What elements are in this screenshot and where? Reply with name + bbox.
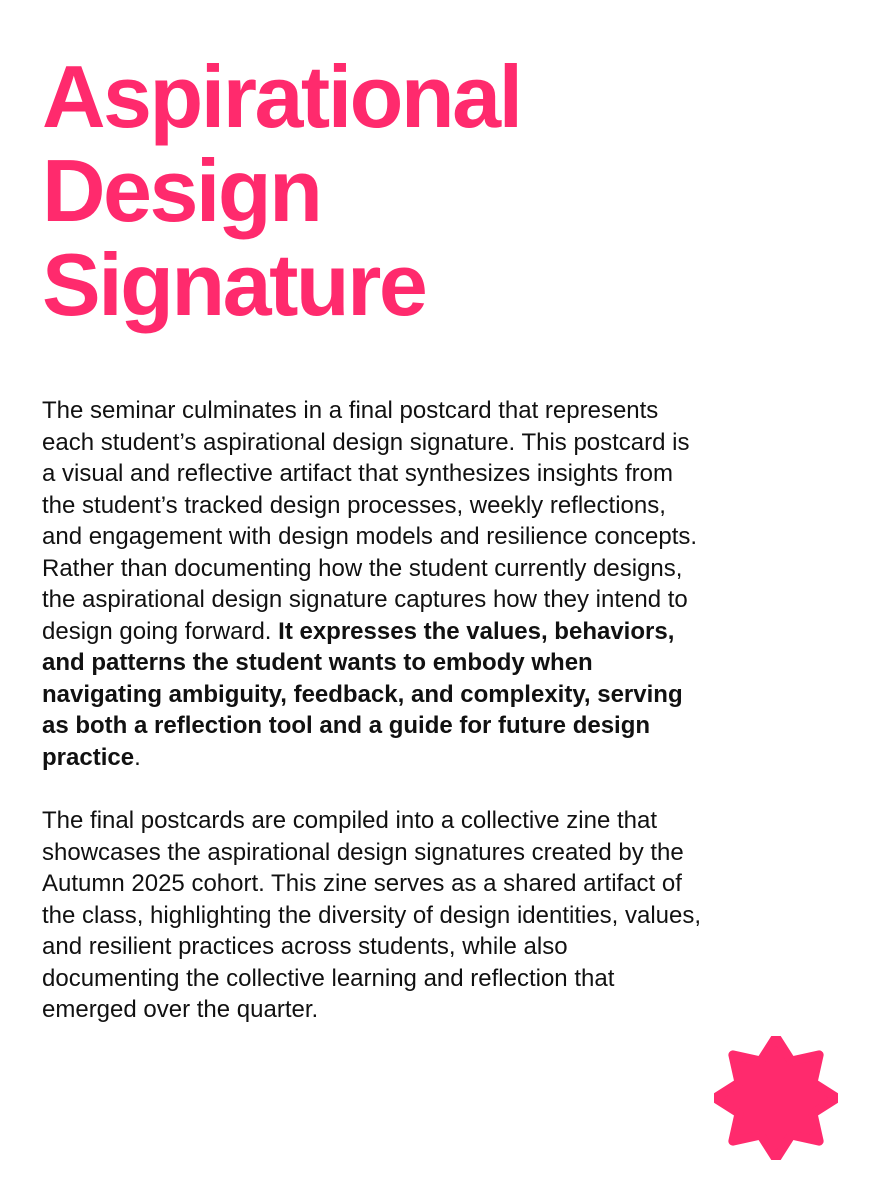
title-line-1: Aspirational (42, 47, 521, 146)
intro-paragraph-end: . (134, 743, 141, 771)
intro-paragraph-text: The seminar culminates in a final postcard that represents each student’s aspirational design signature. This postcard is a visual and reflective artifact that synthesizes insights from the student’s tracked design processes, weekly reflections, and engagement with design models and resilience concepts. Rather than documenting how the student currently designs, the aspirational design signature captures how they intend to design going forward. (42, 397, 698, 645)
intro-paragraph (42, 395, 702, 773)
body-copy (42, 395, 702, 1026)
star-shape (715, 1037, 837, 1159)
intro-paragraph-emphasis: It expresses the values, behaviors, and patterns the student wants to embody when navigating ambiguity, feedback, and complexity, serving as both a reflection tool and a guide for future design practice (42, 617, 683, 771)
title-line-2: Design (42, 141, 321, 240)
title-line-3: Signature (42, 235, 426, 334)
eight-point-star-icon (714, 1036, 838, 1160)
page-title (42, 47, 842, 334)
zine-paragraph: The final postcards are compiled into a collective zine that showcases the aspirational design signatures created by the Autumn 2025 cohort. This zine serves as a shared artifact of the class, highlighting the diversity of design identities, values, and resilient practices across students, while also documenting the collective learning and reflection that emerged over the quarter. (42, 807, 702, 1023)
